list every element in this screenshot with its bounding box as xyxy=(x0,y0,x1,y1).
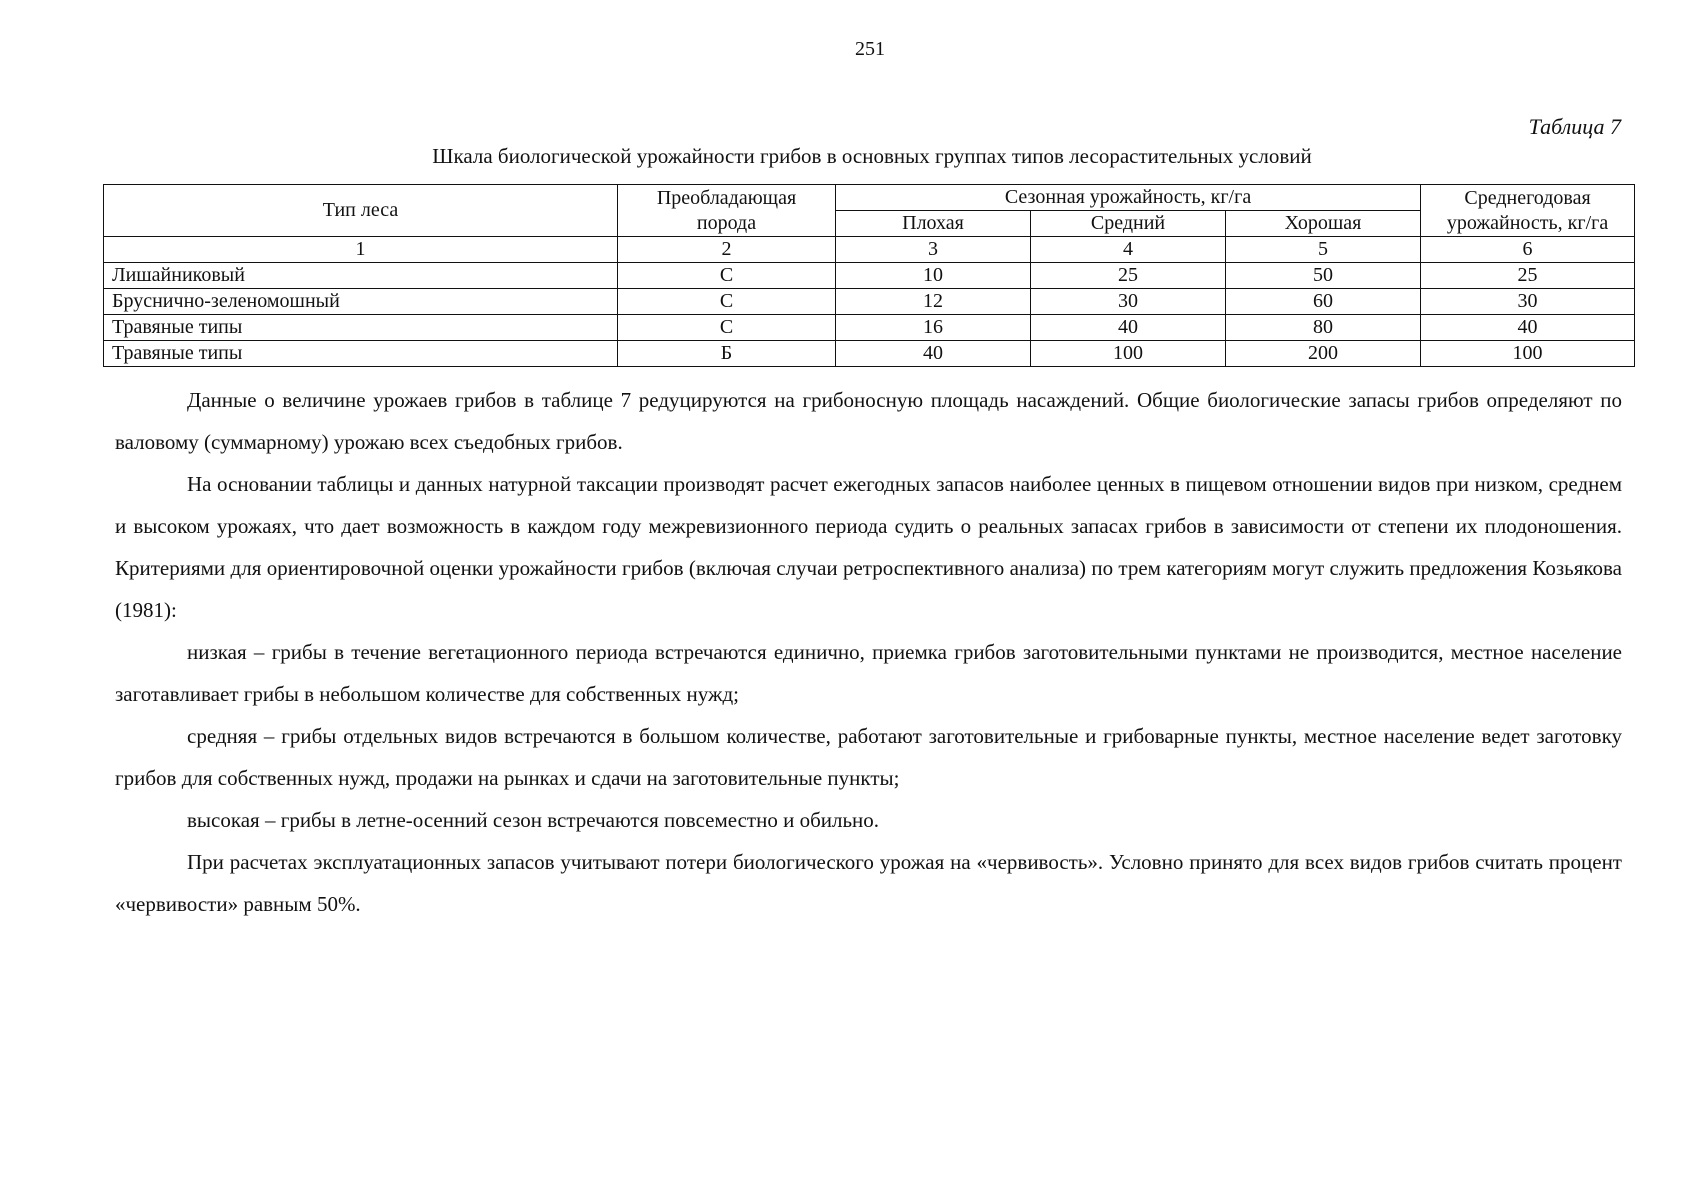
cell-forest-type: Лишайниковый xyxy=(104,263,618,289)
cell-poor: 40 xyxy=(836,341,1031,367)
header-medium: Средний xyxy=(1031,211,1226,237)
header-dominant-species: Преобладающая порода xyxy=(618,185,836,237)
table-header-row xyxy=(104,185,1635,211)
header-seasonal-yield: Сезонная урожайность, кг/га xyxy=(836,185,1421,211)
table-row xyxy=(104,289,1635,315)
paragraph: высокая – грибы в летне-осенний сезон встречаются повсеместно и обильно. xyxy=(187,808,880,832)
header-average-yield: Среднегодовая урожайность, кг/га xyxy=(1421,185,1635,237)
table-label: Таблица 7 xyxy=(1528,114,1621,139)
cell-poor: 16 xyxy=(836,315,1031,341)
table-row xyxy=(104,315,1635,341)
cell-medium: 100 xyxy=(1031,341,1226,367)
paragraph: На основании таблицы и данных натурной таксации производят расчет ежегодных запасов наиболее ценных в пищевом отношении видов при низком, среднем и высоком урожаях, что дает возможность в каждом году межревизионного периода судить о реальных запасах грибов в зависимости от степени их плодоношения. Критериями для ориентировочной оценки урожайности грибов (включая случаи ретроспективного анализа) по трем категориям могут служить предложения Козьякова (1981): xyxy=(115,472,1622,622)
cell-average: 25 xyxy=(1421,263,1635,289)
cell-poor: 10 xyxy=(836,263,1031,289)
header-good: Хорошая xyxy=(1226,211,1421,237)
cell-medium: 30 xyxy=(1031,289,1226,315)
cell-medium: 40 xyxy=(1031,315,1226,341)
column-number: 5 xyxy=(1226,237,1421,263)
paragraph: При расчетах эксплуатационных запасов учитывают потери биологического урожая на «червивость». Условно принято для всех видов грибов считать процент «червивости» равным 50%. xyxy=(115,850,1622,916)
cell-species: С xyxy=(618,289,836,315)
cell-forest-type: Травяные типы xyxy=(104,341,618,367)
cell-average: 40 xyxy=(1421,315,1635,341)
column-number: 6 xyxy=(1421,237,1635,263)
page-number: 251 xyxy=(855,38,885,60)
column-number: 2 xyxy=(618,237,836,263)
column-number: 4 xyxy=(1031,237,1226,263)
cell-good: 60 xyxy=(1226,289,1421,315)
column-number: 1 xyxy=(104,237,618,263)
header-poor: Плохая xyxy=(836,211,1031,237)
cell-species: С xyxy=(618,263,836,289)
column-number: 3 xyxy=(836,237,1031,263)
cell-good: 80 xyxy=(1226,315,1421,341)
body-text xyxy=(115,379,1622,925)
cell-good: 50 xyxy=(1226,263,1421,289)
cell-species: Б xyxy=(618,341,836,367)
table-caption: Шкала биологической урожайности грибов в основных группах типов лесорастительных условий xyxy=(432,144,1312,168)
header-forest-type: Тип леса xyxy=(104,185,618,237)
cell-average: 30 xyxy=(1421,289,1635,315)
cell-forest-type: Травяные типы xyxy=(104,315,618,341)
yield-table xyxy=(103,184,1635,367)
cell-forest-type: Бруснично-зеленомошный xyxy=(104,289,618,315)
paragraph: средняя – грибы отдельных видов встречаются в большом количестве, работают заготовительные и грибоварные пункты, местное население ведет заготовку грибов для собственных нужд, продажи на рынках и сдачи на заготовительные пункты; xyxy=(115,724,1622,790)
paragraph: Данные о величине урожаев грибов в таблице 7 редуцируются на грибоносную площадь насаждений. Общие биологические запасы грибов определяют по валовому (суммарному) урожаю всех съедобных грибов. xyxy=(115,388,1622,454)
cell-species: С xyxy=(618,315,836,341)
cell-good: 200 xyxy=(1226,341,1421,367)
table-row xyxy=(104,263,1635,289)
column-number-row xyxy=(104,237,1635,263)
paragraph: низкая – грибы в течение вегетационного периода встречаются единично, приемка грибов заготовительными пунктами не производится, местное население заготавливает грибы в небольшом количестве для собственных нужд; xyxy=(115,640,1622,706)
cell-average: 100 xyxy=(1421,341,1635,367)
cell-poor: 12 xyxy=(836,289,1031,315)
table-row xyxy=(104,341,1635,367)
cell-medium: 25 xyxy=(1031,263,1226,289)
